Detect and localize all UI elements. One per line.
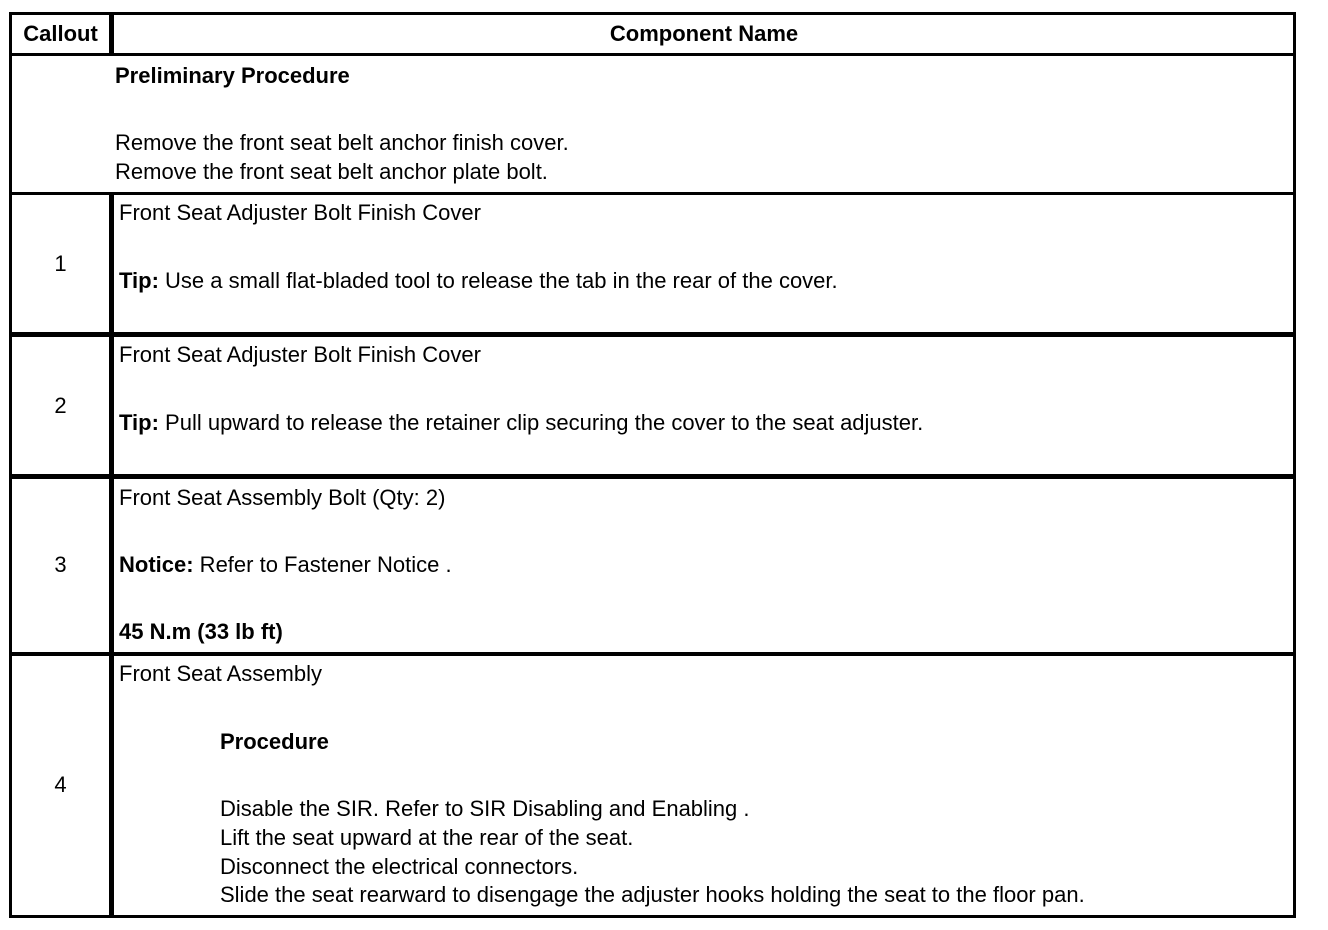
tip-text: Pull upward to release the retainer clip securing the cover to the seat adjuster.	[158, 410, 924, 435]
table-row	[9, 653, 1296, 918]
torque-spec: 45 N.m (33 lb ft)	[119, 619, 283, 644]
tip-label: Tip:	[119, 410, 159, 435]
tip-text: Use a small flat-bladed tool to release the tab in the rear of the cover.	[158, 268, 838, 293]
tip-label: Tip:	[119, 268, 159, 293]
callout-header: Callout	[23, 21, 98, 46]
component-name: Front Seat Assembly Bolt (Qty: 2)	[119, 485, 446, 510]
callout-number: 2	[54, 393, 67, 418]
row-divider	[109, 192, 114, 335]
procedure-step: Disable the SIR. Refer to SIR Disabling and Enabling .	[220, 796, 750, 821]
preliminary-heading: Preliminary Procedure	[115, 63, 350, 88]
notice-note	[119, 552, 452, 578]
row-divider	[109, 476, 114, 655]
callout-number: 3	[54, 552, 67, 577]
procedure-step: Disconnect the electrical connectors.	[220, 854, 579, 879]
notice-label: Notice:	[119, 552, 194, 577]
callout-number: 1	[54, 251, 67, 276]
component-name: Front Seat Adjuster Bolt Finish Cover	[119, 342, 481, 367]
tip-note	[119, 410, 923, 436]
procedure-step: Lift the seat upward at the rear of the seat.	[220, 825, 634, 850]
procedure-heading: Procedure	[220, 729, 329, 754]
component-name: Front Seat Adjuster Bolt Finish Cover	[119, 200, 481, 225]
preliminary-step: Remove the front seat belt anchor finish cover.	[115, 130, 569, 155]
preliminary-step: Remove the front seat belt anchor plate bolt.	[115, 159, 548, 184]
row-divider	[109, 334, 114, 477]
tip-note	[119, 268, 838, 294]
notice-text: Refer to Fastener Notice .	[193, 552, 452, 577]
component-name-header: Component Name	[609, 21, 799, 46]
row-divider	[109, 653, 114, 918]
procedure-step: Slide the seat rearward to disengage the adjuster hooks holding the seat to the floor pan.	[220, 882, 1085, 907]
component-name: Front Seat Assembly	[119, 661, 322, 686]
callout-number: 4	[54, 772, 67, 797]
